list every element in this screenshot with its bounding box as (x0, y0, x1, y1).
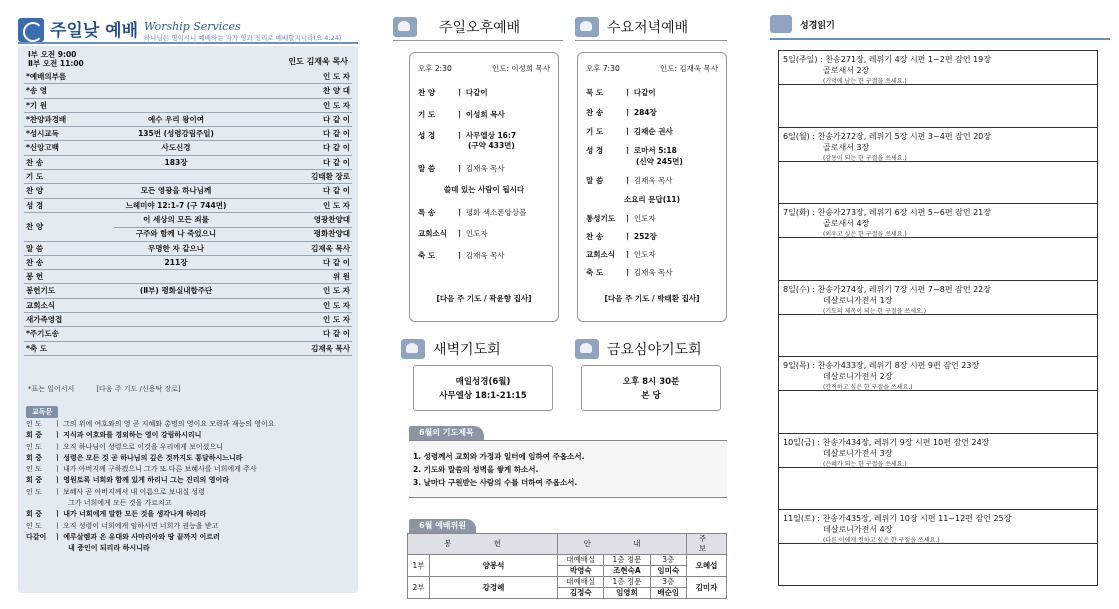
day-book: 골로새서 3장 (823, 142, 870, 152)
order-leader: 다 같 이 (323, 186, 350, 196)
prayer-topics-list (409, 440, 727, 498)
wednesday-header (575, 14, 688, 40)
order-row (24, 127, 352, 141)
sunday-worship-section (8, 0, 360, 609)
responsive-line: 인 도 ㅣ 그의 위에 여호와의 영 곧 지혜와 총명의 영이요 모략과 재능의 영이요 (26, 419, 354, 430)
order-leader: 김재욱 목사 (311, 243, 350, 253)
order-item: *송 영 (26, 86, 48, 96)
responsive-line: 인 도 ㅣ 보혜사 곧 아버지께서 내 이름으로 보내실 성령 (26, 487, 354, 498)
order-row-anthem (24, 213, 352, 242)
day-hint: (기도의 제목이 되는 한 구절을 쓰세요.) (823, 307, 927, 315)
day-book: 데살로니가전서 3장 (823, 448, 893, 458)
order-item: 말 씀 (26, 243, 44, 253)
dawn-prayer-box: 매일성경(6월) 사무엘상 18:1-21:15 (413, 365, 553, 411)
order-item: 봉헌기도 (26, 286, 55, 296)
order-leader: 다 같 이 (323, 143, 350, 153)
bible-reading-section (770, 0, 1110, 609)
order-detail: 183장 (164, 157, 188, 167)
order-row (24, 199, 352, 213)
order-item: 찬 송 (26, 157, 44, 167)
sunday-pm-next: [다음 주 기도 / 곽윤향 집사] (436, 294, 532, 303)
header-divider (770, 38, 1110, 40)
wednesday-presider: 인도: 김재욱 목사 (659, 64, 718, 73)
order-row (24, 113, 352, 127)
sunday-pm-header (393, 14, 520, 40)
order-item: 기 도 (26, 172, 44, 182)
responsive-line: 인 도 ㅣ 오직 하나님이 성령으로 이것을 우리에게 보이셨으니 (26, 442, 354, 453)
day-label: 11일(토) : 찬송가435장, 레위기 10장 시편 11~12편 잠언 25장 (783, 514, 1012, 524)
order-leader: 다 같 이 (323, 129, 350, 139)
day-book: 골로새서 2장 (823, 66, 870, 75)
order-detail: 구주와 함께 나 죽었으니 (135, 228, 217, 238)
hands-icon (575, 17, 599, 37)
order-leader: 인 도 자 (323, 100, 350, 110)
day-label: 7일(화) : 찬송가273장, 레위기 6장 시편 5~6편 잠언 21장 (783, 208, 991, 218)
order-detail: 이 세상의 모든 죄를 (143, 214, 209, 224)
bible-reading-day (779, 357, 1097, 434)
services-middle-section (393, 0, 733, 609)
dawn-prayer-header (401, 336, 501, 362)
reader-label: 인 도 (26, 521, 42, 530)
day-hint: (외우고 싶은 한 구절을 쓰세요.) (823, 231, 907, 239)
bible-reading-header (770, 15, 835, 33)
day-label: 10일(금) : 찬송가434장, 레위기 9장 시편 10편 잠언 24장 (783, 437, 990, 447)
sunday-pm-title: 주일오후예배 (439, 20, 521, 36)
order-leader: 인 도 자 (323, 286, 350, 296)
order-detail: 느헤미야 12:1-7 (구 744면) (125, 200, 227, 210)
responsive-line: 회 중 ㅣ 영원토록 너희와 함께 있게 하리니 그는 진리의 영이라 (26, 475, 354, 486)
order-item: 찬 양 (26, 221, 44, 231)
order-row (24, 256, 352, 270)
ushers-title: 6월 예배위원 (409, 519, 476, 533)
responsive-line: 다같이 ㅣ 예루살렘과 온 유대와 사마리아와 땅 끝까지 이르러 (26, 532, 354, 543)
order-item: 찬 송 (26, 257, 44, 267)
day-hint: (간직하고 싶은 한 구절을 쓰세요.) (823, 384, 913, 392)
order-leader: 다 같 이 (323, 157, 350, 167)
responsive-line: 회 중 ㅣ 성령은 모든 것 곧 하나님의 깊은 것까지도 통달하시느니라 (26, 453, 354, 464)
order-item: *성시교독 (26, 129, 59, 139)
order-row (24, 184, 352, 198)
reader-label: 회 중 (26, 431, 42, 440)
sunday-worship-header (18, 14, 341, 42)
prayer-topic: 3. 날마다 구원받는 사람의 수를 더하여 주옵소서. (413, 478, 578, 487)
order-leader: 영광찬양대 (313, 214, 350, 224)
order-leader: 인 도 자 (323, 315, 350, 325)
responsive-line: 그가 너희에게 모든 것을 가르치고 (68, 499, 172, 508)
order-row (24, 284, 352, 298)
order-leader: 다 같 이 (323, 114, 350, 124)
order-leader: 인 도 자 (323, 300, 350, 310)
order-leader: 다 같 이 (323, 257, 350, 267)
friday-prayer-box: 오후 8시 30분 본 당 (581, 365, 721, 411)
bible-reading-day (779, 281, 1097, 358)
prayer-topics-title: 6월의 기도제목 (409, 426, 484, 440)
order-leader: 위 원 (332, 272, 350, 282)
order-row (24, 342, 352, 356)
day-hint: (감동이 되는 한 구절을 쓰세요.) (823, 154, 907, 162)
reader-label: 다같이 (26, 532, 47, 541)
ushers-table: 봉 헌 안 내 주 보 1부 양봉석 대예배실 1층 정문 3층 오혜섭 박영숙 조현숙A 임미숙 2부 강경례 대예배실 1층 정문 3층 김미자 김정숙 임영희 배순임 (407, 533, 727, 599)
responsive-line: 회 중 ㅣ 내가 너희에게 말한 모든 것을 생각나게 하리라 (26, 509, 354, 520)
sunday-pm-presider: 인도: 이성희 목사 (491, 64, 550, 73)
bible-reading-title: 성경읽기 (800, 20, 835, 31)
order-leader: 평화찬양대 (313, 228, 350, 238)
bible-reading-day (779, 51, 1097, 128)
order-leader: 인 도 자 (323, 200, 350, 210)
order-item: 성 경 (26, 200, 44, 210)
day-book: 데살로니가전서 2장 (823, 372, 893, 382)
order-row (24, 70, 352, 84)
hands-icon (393, 17, 417, 37)
responsive-reading (26, 419, 354, 555)
standing-note: *표는 일어서서 [다음 주 기도 /신용탁 장로] (28, 385, 181, 393)
day-hint: (은혜가 되는 한 구절을 쓰세요.) (823, 460, 907, 468)
order-item: *신앙고백 (26, 143, 59, 153)
order-detail: 211장 (164, 257, 188, 267)
order-item: *찬양과경배 (26, 114, 67, 124)
bible-reading-day (779, 434, 1097, 511)
order-item: *기 원 (26, 100, 48, 110)
worship-services-subtitle: Worship Services (144, 20, 241, 33)
sunday-pm-box: 오후 2:30 인도: 이성희 목사 찬 양 ㅣ 다같이 기 도 ㅣ 이성희 목사 성 경 ㅣ 사무엘상 16:7 (구약 433면) 말 씀 ㅣ 김재욱 목사 쓸데 있는 사람이 됩시다 특 송 ㅣ 평화 색소폰앙상블 교회소식 ㅣ 인도자 축 도 ㅣ 김재욱 목사 [다음 주 기도 / 곽윤향 집사] (409, 52, 559, 322)
header-verse: 하나님은 영이시니 예배하는 자가 영과 진리로 예배할지니라(요 4:24) (144, 34, 342, 42)
responsive-line: 인 도 ㅣ 내가 아버지께 구하겠으니 그가 또 다른 보혜사를 너희에게 주사 (26, 464, 354, 475)
worship-order-panel (18, 46, 358, 593)
order-leader: 김태환 장로 (311, 172, 350, 182)
order-of-worship (24, 70, 352, 356)
bible-reading-day (779, 204, 1097, 281)
day-book: 데살로니가전서 4장 (823, 525, 893, 535)
wednesday-next: [다음 주 기도 / 박태환 집사] (604, 294, 700, 303)
order-leader: 인 도 자 (323, 72, 350, 81)
wednesday-time: 오후 7:30 (586, 64, 620, 73)
order-detail: 사도신경 (161, 143, 191, 153)
bible-reading-day (779, 128, 1097, 205)
hands-icon (575, 339, 599, 359)
sunday-pm-time: 오후 2:30 (418, 64, 452, 73)
day-hint: (다른 이에게 전하고 싶은 한 구절을 쓰세요.) (823, 537, 940, 545)
reader-label: 회 중 (26, 510, 42, 519)
sunday-pm-sermon-title: 쓸데 있는 사람이 됩시다 (443, 185, 525, 194)
order-row (24, 242, 352, 256)
reader-label: 인 도 (26, 487, 42, 496)
day-hint: (기억에 남는 한 구절을 쓰세요.) (823, 78, 907, 85)
order-detail: 135번 (성령강림주일) (138, 129, 214, 139)
order-detail: (Ⅱ부) 평화실내합주단 (139, 286, 213, 296)
order-detail: 예수 우리 왕이여 (148, 114, 204, 124)
bible-reading-day (779, 510, 1097, 587)
order-row (24, 156, 352, 170)
order-item: *주기도송 (26, 329, 59, 339)
cross-icon (18, 18, 44, 42)
order-detail: 모든 영광을 하나님께 (140, 186, 212, 196)
order-row (24, 84, 352, 98)
order-row (24, 270, 352, 284)
responsive-reading-badge: 교독문 (26, 406, 58, 418)
friday-prayer-header (575, 336, 702, 362)
service-times: Ⅰ부 오전 9:00 Ⅱ부 오전 11:00 (28, 50, 84, 68)
order-detail: 무명한 자 같으나 (148, 243, 204, 253)
day-label: 6일(월) : 찬송가272장, 레위기 5장 시편 3~4편 잠언 20장 (783, 131, 991, 141)
reader-label: 인 도 (26, 420, 42, 428)
order-leader: 찬 양 대 (323, 86, 350, 96)
order-row (24, 170, 352, 184)
order-item: *예배의부름 (26, 72, 67, 81)
order-leader: 다 같 이 (323, 329, 350, 339)
reader-label: 인 도 (26, 465, 42, 474)
day-book: 데살로니가전서 1장 (823, 295, 893, 305)
order-item: 새가족영접 (26, 315, 63, 325)
order-row (24, 299, 352, 313)
order-row (24, 313, 352, 327)
order-item: 찬 양 (26, 186, 44, 196)
bible-reading-table (778, 50, 1098, 586)
order-row (24, 141, 352, 155)
responsive-line: 내 증인이 되리라 하시니라 (68, 544, 150, 553)
order-row (24, 99, 352, 113)
day-label: 5일(주일) : 찬송271장, 레위기 4장 시편 1~2편 잠언 19장 (783, 55, 991, 64)
friday-prayer-title: 금요심야기도회 (607, 342, 702, 358)
responsive-line: 인 도 ㅣ 오직 성령이 너희에게 임하시면 너희가 권능을 받고 (26, 521, 354, 532)
day-book: 골로새서 4장 (823, 219, 870, 229)
order-row (24, 327, 352, 341)
order-item: 봉 헌 (26, 272, 44, 282)
presider: 인도 김재욱 목사 (288, 57, 348, 66)
wednesday-box: 오후 7:30 인도: 김재욱 목사 묵 도 ㅣ 다같이 찬 송 ㅣ 284장 기 도 ㅣ 김재순 권사 성 경 ㅣ 로마서 5:18 (신약 245면) 말 씀 ㅣ 김재욱 목사 소요리 문답(11) 통성기도 ㅣ 인도자 찬 송 ㅣ 252장 교회소식 ㅣ 인도자 축 도 ㅣ 김재욱 목사 [다음 주 기도 / 박태환 집사] (577, 52, 727, 322)
reader-label: 회 중 (26, 476, 42, 485)
hands-icon (401, 339, 425, 359)
header-divider (18, 42, 358, 44)
day-label: 9일(목) : 찬송가433장, 레위기 8장 시편 9편 잠언 23장 (783, 361, 980, 371)
hands-icon (770, 15, 792, 33)
responsive-line: 회 중 ㅣ 지식과 여호와를 경외하는 영이 강림하시리니 (26, 430, 354, 441)
wednesday-sermon-title: 소요리 문답(11) (623, 195, 681, 204)
order-item: 교회소식 (26, 300, 55, 310)
prayer-topic: 1. 성령께서 교회와 가정과 일터에 임하여 주옵소서. (413, 452, 585, 461)
day-label: 8일(수) : 찬송가274장, 레위기 7장 시편 7~8편 잠언 22장 (783, 284, 991, 294)
reader-label: 인 도 (26, 442, 42, 451)
wednesday-title: 수요저녁예배 (607, 20, 689, 36)
sunday-worship-title: 주일낮 예배 (50, 21, 139, 41)
order-leader: 김재욱 목사 (311, 343, 350, 353)
prayer-topic: 2. 기도와 말씀의 성벽을 쌓게 하소서. (413, 465, 539, 474)
reader-label: 회 중 (26, 453, 42, 462)
order-item: *축 도 (26, 343, 48, 353)
dawn-prayer-title: 새벽기도회 (433, 342, 501, 358)
